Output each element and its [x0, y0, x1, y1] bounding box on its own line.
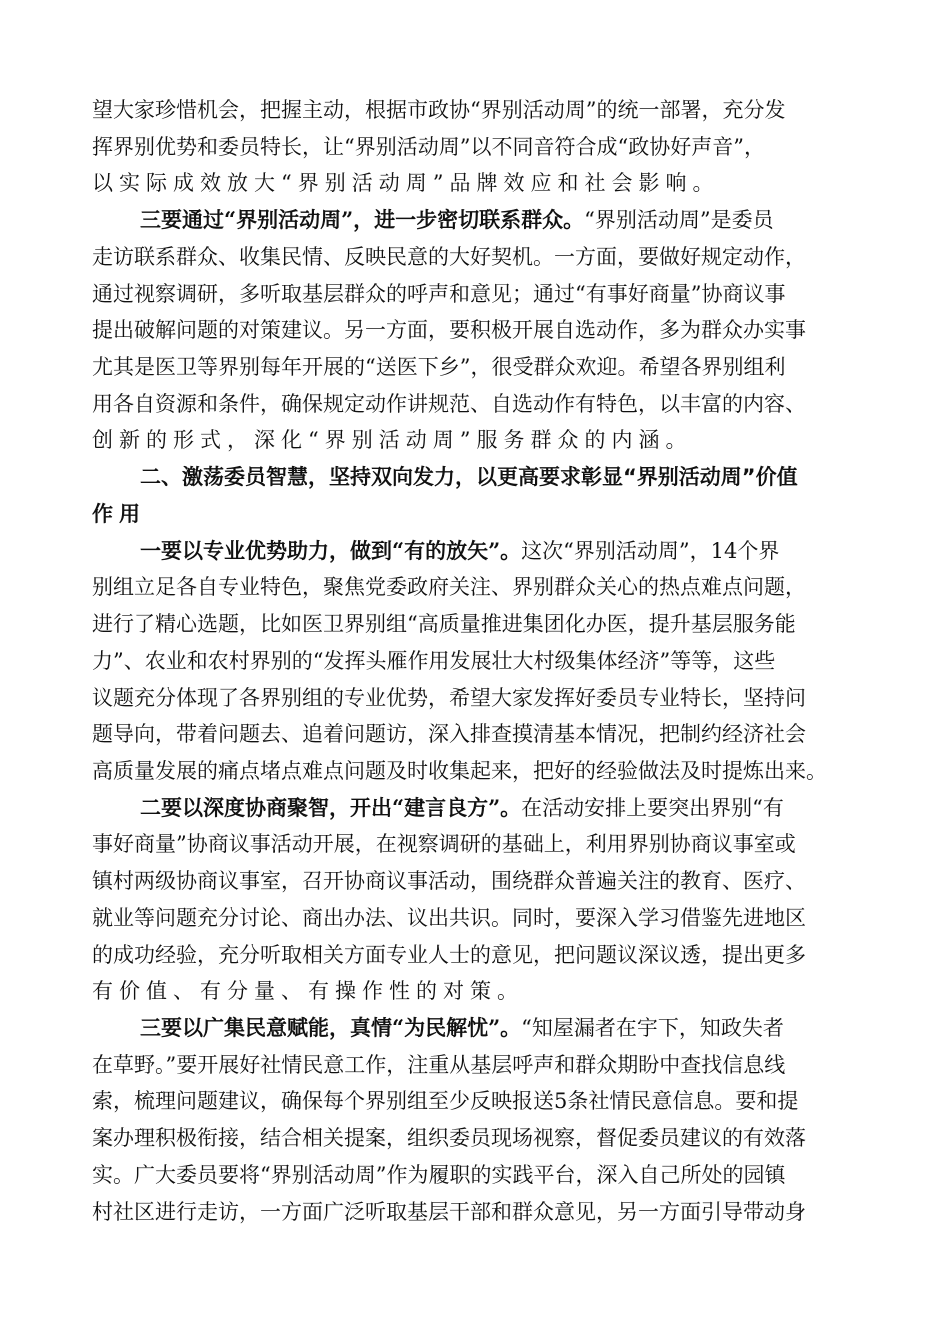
paragraph [92, 1010, 858, 1230]
text-line [92, 1194, 858, 1231]
text-line [92, 202, 858, 239]
body-text: 力”、农业和农村界别的“发挥头雁作用发展壮大村级集体经济”等等，这些 [92, 648, 776, 673]
text-line [92, 459, 858, 496]
lead-in-bold-text: 三要以广集民意赋能，真情“为民解忧”。 [140, 1014, 522, 1040]
text-line [92, 1047, 858, 1084]
text-line [92, 92, 858, 129]
heading-text: 作用 [92, 501, 146, 526]
body-text: 以实际成效放大“界别活动周”品牌效应和社会影响。 [92, 171, 720, 196]
text-line [92, 569, 858, 606]
body-text: 进行了精心选题，比如医卫界别组“高质量推进集团化办医，提升基层服务能 [92, 612, 796, 637]
body-text: 望大家珍惜机会，把握主动，根据市政协“界别活动周”的统一部署，充分发 [92, 98, 786, 122]
body-text: 事好商量”协商议事活动开展，在视察调研的基础上，利用界别协商议事室或 [92, 832, 796, 857]
text-line [92, 753, 858, 790]
text-line [92, 680, 858, 717]
text-line [92, 533, 858, 570]
section-heading [92, 459, 858, 532]
body-text: “知屋漏者在宇下，知政失者 [521, 1015, 784, 1040]
text-line [92, 165, 858, 202]
heading-text: 二、激荡委员智慧，坚持双向发力，以更高要求彰显“界别活动周”价值 [140, 465, 798, 490]
body-text: 实。广大委员要将“界别活动周”作为履职的实践平台，深入自己所处的园镇 [92, 1162, 786, 1187]
text-line [92, 790, 858, 827]
body-text: 镇村两级协商议事室，召开协商议事活动，围绕群众普遍关注的教育、医疗、 [92, 869, 806, 894]
document-page [92, 92, 858, 1230]
body-text: 高质量发展的痛点堵点难点问题及时收集起来，把好的经验做法及时提炼出来。 [92, 758, 827, 783]
text-line [92, 826, 858, 863]
body-text: 这次“界别活动周”，14个界 [521, 538, 780, 563]
text-line [92, 900, 858, 937]
text-line [92, 1083, 858, 1120]
body-text: 就业等问题充分讨论、商出办法、议出共识。同时，要深入学习借鉴先进地区 [92, 905, 806, 930]
text-line [92, 937, 858, 974]
body-text: 案办理积极衔接，结合相关提案，组织委员现场视察，督促委员建议的有效落 [92, 1126, 806, 1151]
text-line [92, 349, 858, 386]
text-line [92, 606, 858, 643]
text-line [92, 1157, 858, 1194]
body-text: 在草野。”要开展好社情民意工作，注重从基层呼声和群众期盼中查找信息线 [92, 1052, 786, 1077]
body-text: 走访联系群众、收集民情、反映民意的大好契机。一方面，要做好规定动作， [92, 244, 806, 269]
body-text: 尤其是医卫等界别每年开展的“送医下乡”，很受群众欢迎。希望各界别组利 [92, 355, 786, 380]
text-line [92, 496, 858, 533]
body-text: 提出破解问题的对策建议。另一方面，要积极开展自选动作，多为群众办实事 [92, 318, 806, 343]
paragraph [92, 790, 858, 1010]
body-text: 在活动安排上要突出界别“有 [521, 795, 784, 820]
text-line [92, 129, 858, 166]
body-text: “界别活动周”是委员 [584, 208, 774, 233]
body-text: 别组立足各自专业特色，聚焦党委政府关注、界别群众关心的热点难点问题， [92, 575, 806, 600]
text-line [92, 422, 858, 459]
text-line [92, 239, 858, 276]
body-text: 的成功经验，充分听取相关方面专业人士的意见，把问题议深议透，提出更多 [92, 942, 806, 967]
paragraph [92, 92, 858, 202]
body-text: 创新的形式，深化“界别活动周”服务群众的内涵。 [92, 428, 693, 453]
text-line [92, 716, 858, 753]
body-text: 有价值、有分量、有操作性的对策。 [92, 979, 524, 1004]
text-line [92, 643, 858, 680]
body-text: 议题充分体现了各界别组的专业优势，希望大家发挥好委员专业特长，坚持问 [92, 685, 806, 710]
text-line [92, 1010, 858, 1047]
lead-in-bold-text: 三要通过“界别活动周”，进一步密切联系群众。 [140, 207, 585, 233]
lead-in-bold-text: 一要以专业优势助力，做到“有的放矢”。 [140, 537, 522, 563]
body-text: 索，梳理问题建议，确保每个界别组至少反映报送5条社情民意信息。要和提 [92, 1089, 799, 1114]
body-text: 题导向，带着问题去、追着问题访，深入排查摸清基本情况，把制约经济社会 [92, 722, 806, 747]
body-text: 用各自资源和条件，确保规定动作讲规范、自选动作有特色，以丰富的内容、 [92, 391, 806, 416]
body-text: 通过视察调研，多听取基层群众的呼声和意见；通过“有事好商量”协商议事 [92, 281, 786, 306]
text-line [92, 863, 858, 900]
body-text: 村社区进行走访，一方面广泛听取基层干部和群众意见，另一方面引导带动身 [92, 1199, 806, 1224]
paragraph [92, 202, 858, 459]
body-text: 挥界别优势和委员特长，让“界别活动周”以不同音符合成“政协好声音”， [92, 134, 765, 159]
text-line [92, 312, 858, 349]
text-line [92, 276, 858, 313]
text-line [92, 973, 858, 1010]
paragraph [92, 533, 858, 790]
lead-in-bold-text: 二要以深度协商聚智，开出“建言良方”。 [140, 794, 522, 820]
text-line [92, 386, 858, 423]
text-line [92, 1120, 858, 1157]
